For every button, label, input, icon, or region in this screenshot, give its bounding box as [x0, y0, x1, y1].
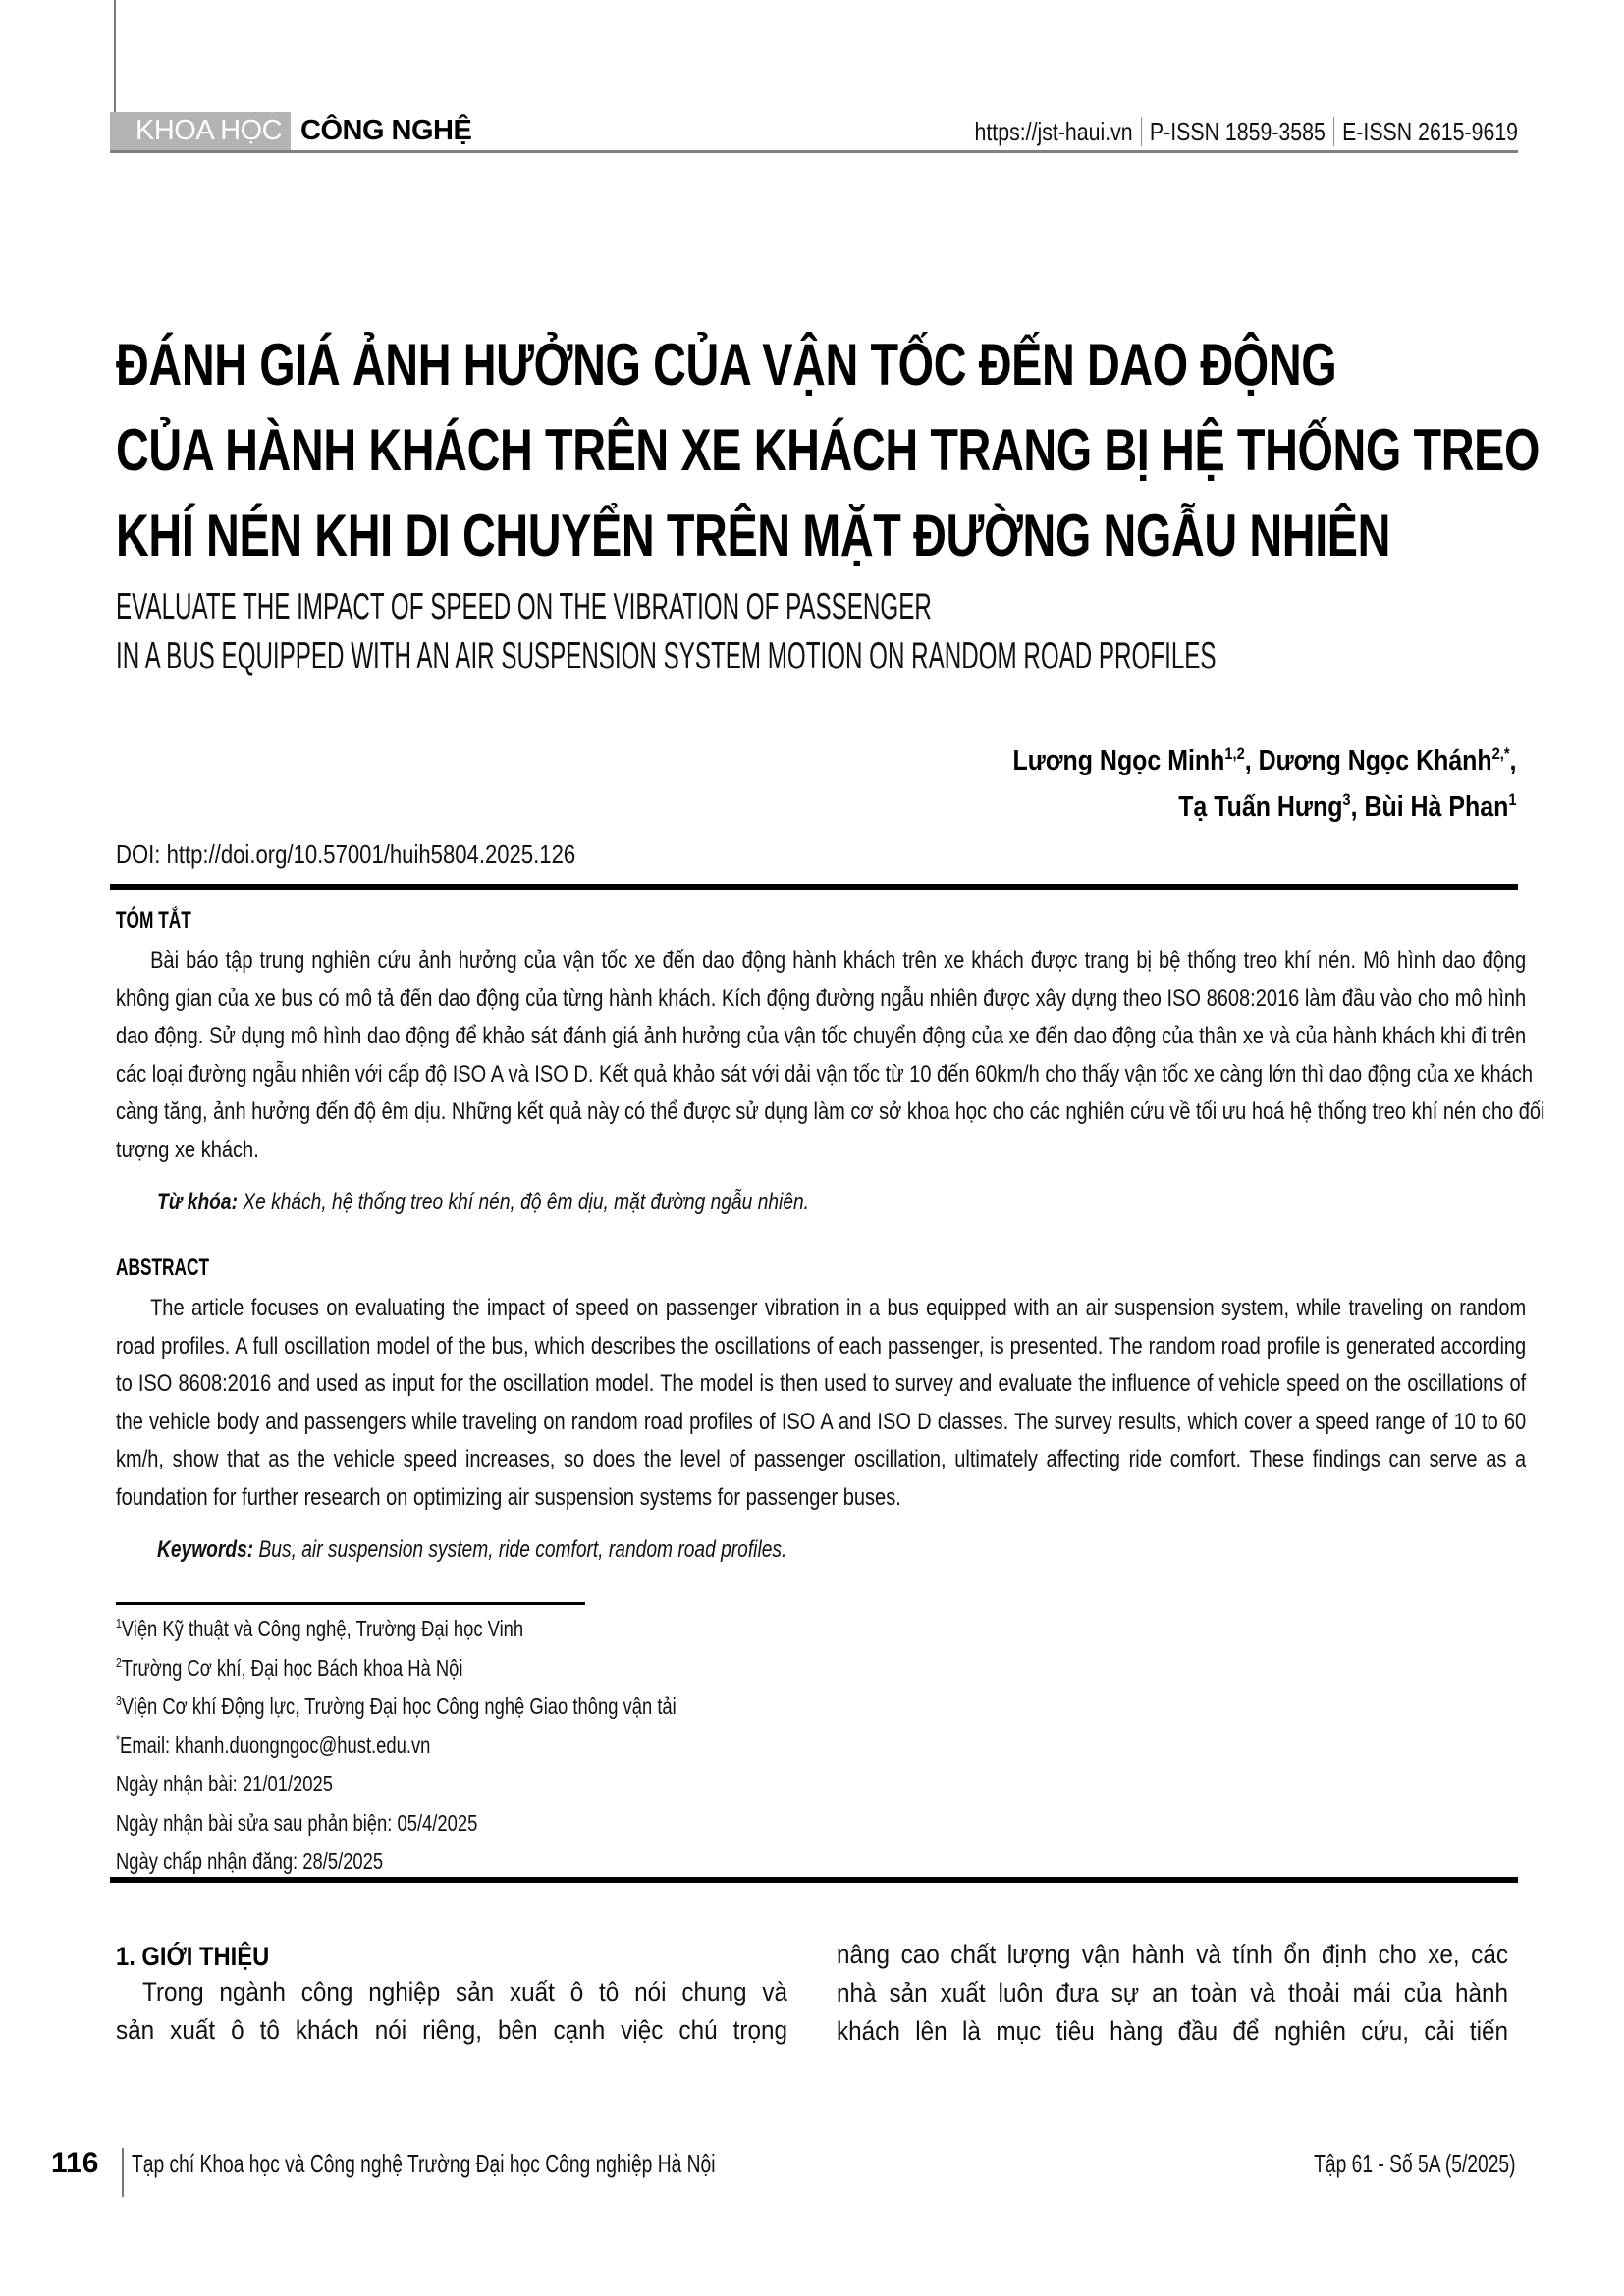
author-affiliation-sup: 2,* — [1491, 744, 1510, 763]
author-name: Dương Ngọc Khánh — [1258, 745, 1492, 776]
abstract-line: road profiles. A full oscillation model of the bus, which describes the oscillations of each passenger, is presented. The random road profile is generated according — [116, 1332, 1527, 1360]
date-received: Ngày nhận bài: 21/01/2025 — [116, 1771, 333, 1796]
keywords-text: Xe khách, hệ thống treo khí nén, độ êm dịu, mặt đường ngẫu nhiên. — [237, 1189, 810, 1215]
tomtat-line: không gian của xe bus có mô tả đến dao động của từng hành khách. Kích động đường ngẫu nhiên được xây dựng theo ISO 8608:2016 làm đầu vào cho mô hình — [116, 985, 1527, 1012]
abstract-line: to ISO 8608:2016 and used as input for the oscillation model. The model is then used to survey and evaluate the influence of vehicle speed on the oscillations of — [116, 1370, 1527, 1397]
intro-line: khách lên là mục tiêu hàng đầu để nghiên cứu, cải tiến — [837, 2016, 1508, 2046]
author-separator: , — [1350, 791, 1364, 823]
tomtat-line: Bài báo tập trung nghiên cứu ảnh hưởng của vận tốc xe đến dao động hành khách trên xe khách được trang bị bệ thống treo khí nén. Mô hình dao động — [150, 947, 1527, 974]
section-rule — [110, 884, 1518, 890]
journal-url-link[interactable]: https://jst-haui.vn — [974, 117, 1133, 146]
abstract-keywords — [157, 1533, 786, 1567]
author-list — [1012, 738, 1516, 830]
keywords-text: Bus, air suspension system, ride comfort, random road profiles. — [253, 1536, 787, 1563]
header-section-light: KHOA HỌC — [110, 112, 291, 150]
footer-separator — [122, 2148, 124, 2197]
affiliation-item: $^2$Trường Cơ khí, Đại học Bách khoa Hà Nội — [116, 1654, 463, 1681]
footnote-rule — [116, 1602, 585, 1605]
date-accepted: Ngày chấp nhận đăng: 28/5/2025 — [116, 1848, 384, 1874]
author-separator: , — [1244, 745, 1259, 776]
affiliations-block — [116, 1610, 677, 1882]
header-separator — [1333, 117, 1334, 146]
tomtat-line: dao động. Sử dụng mô hình dao động để khảo sát đánh giá ảnh hưởng của vận tốc chuyển động của xe đến dao động của thân xe và của hành khách khi đi trên — [116, 1023, 1527, 1049]
author-name: Lương Ngọc Minh — [1012, 745, 1224, 776]
tomtat-heading: TÓM TẮT — [116, 907, 191, 934]
intro-heading: 1. GIỚI THIỆU — [116, 1942, 270, 1971]
tomtat-line: các loại đường ngẫu nhiên với cấp độ ISO A và ISO D. Kết quả khảo sát với dải vận tốc từ 10 đến 60km/h cho thấy vận tốc xe càng lớn thì dao động của xe khách — [116, 1060, 1533, 1088]
keywords-label: Từ khóa: — [157, 1189, 238, 1215]
title-en-line: EVALUATE THE IMPACT OF SPEED ON THE VIBRATION OF PASSENGER — [116, 586, 932, 628]
tomtat-body — [116, 942, 1545, 1169]
top-left-rule — [114, 0, 116, 112]
tomtat-line: càng tăng, ảnh hưởng đến độ êm dịu. Những kết quả này có thể được sử dụng làm cơ sở khoa học cho các nghiên cứu về tối ưu hoá hệ thống treo khí nén cho đối — [116, 1098, 1545, 1125]
affiliation-item: $^1$Viện Kỹ thuật và Công nghệ, Trường Đại học Vinh — [116, 1616, 524, 1641]
author-affiliation-sup: 3 — [1341, 790, 1351, 809]
intro-line: nâng cao chất lượng vận hành và tính ổn định cho xe, các — [837, 1940, 1508, 1969]
header-rule — [110, 150, 1518, 153]
abstract-line: the vehicle body and passengers while traveling on random road profiles of ISO A and ISO D classes. The survey results, which cover a speed range of 10 to 60 — [116, 1408, 1527, 1435]
author-name: Bùi Hà Phan — [1363, 791, 1508, 823]
title-vietnamese — [116, 322, 1540, 578]
title-en-line: IN A BUS EQUIPPED WITH AN AIR SUSPENSION SYSTEM MOTION ON RANDOM ROAD PROFILES — [116, 635, 1217, 677]
e-issn: E-ISSN 2615-9619 — [1342, 117, 1518, 146]
intro-column-left — [116, 1973, 787, 2050]
author-affiliation-sup: 1,2 — [1223, 744, 1245, 763]
abstract-line: foundation for further research on optimizing air suspension systems for passenger buses. — [116, 1483, 901, 1511]
section-rule-bottom — [110, 1877, 1518, 1883]
title-vi-line: KHÍ NÉN KHI DI CHUYỂN TRÊN MẶT ĐƯỜNG NGẪU NHIÊN — [116, 503, 1391, 568]
abstract-line: km/h, show that as the vehicle speed increases, so does the level of passenger oscillation, ultimately affecting ride comfort. These findings can serve as a — [116, 1446, 1527, 1472]
header-separator — [1141, 117, 1142, 146]
date-revised: Ngày nhận bài sửa sau phản biện: 05/4/2025 — [116, 1809, 478, 1836]
author-line — [1012, 738, 1516, 784]
corresponding-email[interactable]: *Email: khanh.duongngoc@hust.edu.vn — [116, 1732, 431, 1758]
title-english — [116, 583, 1217, 681]
footer-journal-name: Tạp chí Khoa học và Công nghệ Trường Đại học Công nghiệp Hà Nội — [132, 2149, 716, 2178]
footer-issue: Tập 61 - Số 5A (5/2025) — [1314, 2149, 1516, 2178]
title-vi-line: ĐÁNH GIÁ ẢNH HƯỞNG CỦA VẬN TỐC ĐẾN DAO ĐỘNG — [116, 332, 1337, 398]
intro-line: nhà sản xuất luôn đưa sự an toàn và thoải mái của hành — [837, 1978, 1508, 2007]
author-separator: , — [1509, 745, 1516, 776]
intro-line: sản xuất ô tô khách nói riêng, bên cạnh việc chú trọng — [116, 2015, 787, 2045]
p-issn: P-ISSN 1859-3585 — [1149, 117, 1326, 146]
doi-link[interactable]: DOI: http://doi.org/10.57001/huih5804.2025.126 — [116, 839, 576, 869]
page-number: 116 — [51, 2147, 99, 2179]
author-name: Tạ Tuấn Hưng — [1177, 791, 1342, 823]
header-section-bold: CÔNG NGHỆ — [300, 115, 472, 146]
header-journal-info — [974, 114, 1518, 149]
keywords-label: Keywords: — [157, 1536, 254, 1563]
author-affiliation-sup: 1 — [1507, 790, 1516, 809]
author-line — [1012, 784, 1516, 830]
tomtat-line: tượng xe khách. — [116, 1136, 259, 1163]
intro-line: Trong ngành công nghiệp sản xuất ô tô nói chung và — [142, 1977, 787, 2006]
tomtat-keywords — [157, 1186, 809, 1219]
abstract-body — [116, 1290, 1526, 1517]
abstract-heading: ABSTRACT — [116, 1255, 210, 1281]
affiliation-item: $^3$Viện Cơ khí Động lực, Trường Đại học Công nghệ Giao thông vận tải — [116, 1693, 677, 1719]
title-vi-line: CỦA HÀNH KHÁCH TRÊN XE KHÁCH TRANG BỊ HỆ THỐNG TREO — [116, 417, 1540, 483]
intro-column-right — [837, 1936, 1508, 2051]
abstract-line: The article focuses on evaluating the impact of speed on passenger vibration in a bus equipped with an air suspension system, while traveling on random — [150, 1295, 1527, 1321]
